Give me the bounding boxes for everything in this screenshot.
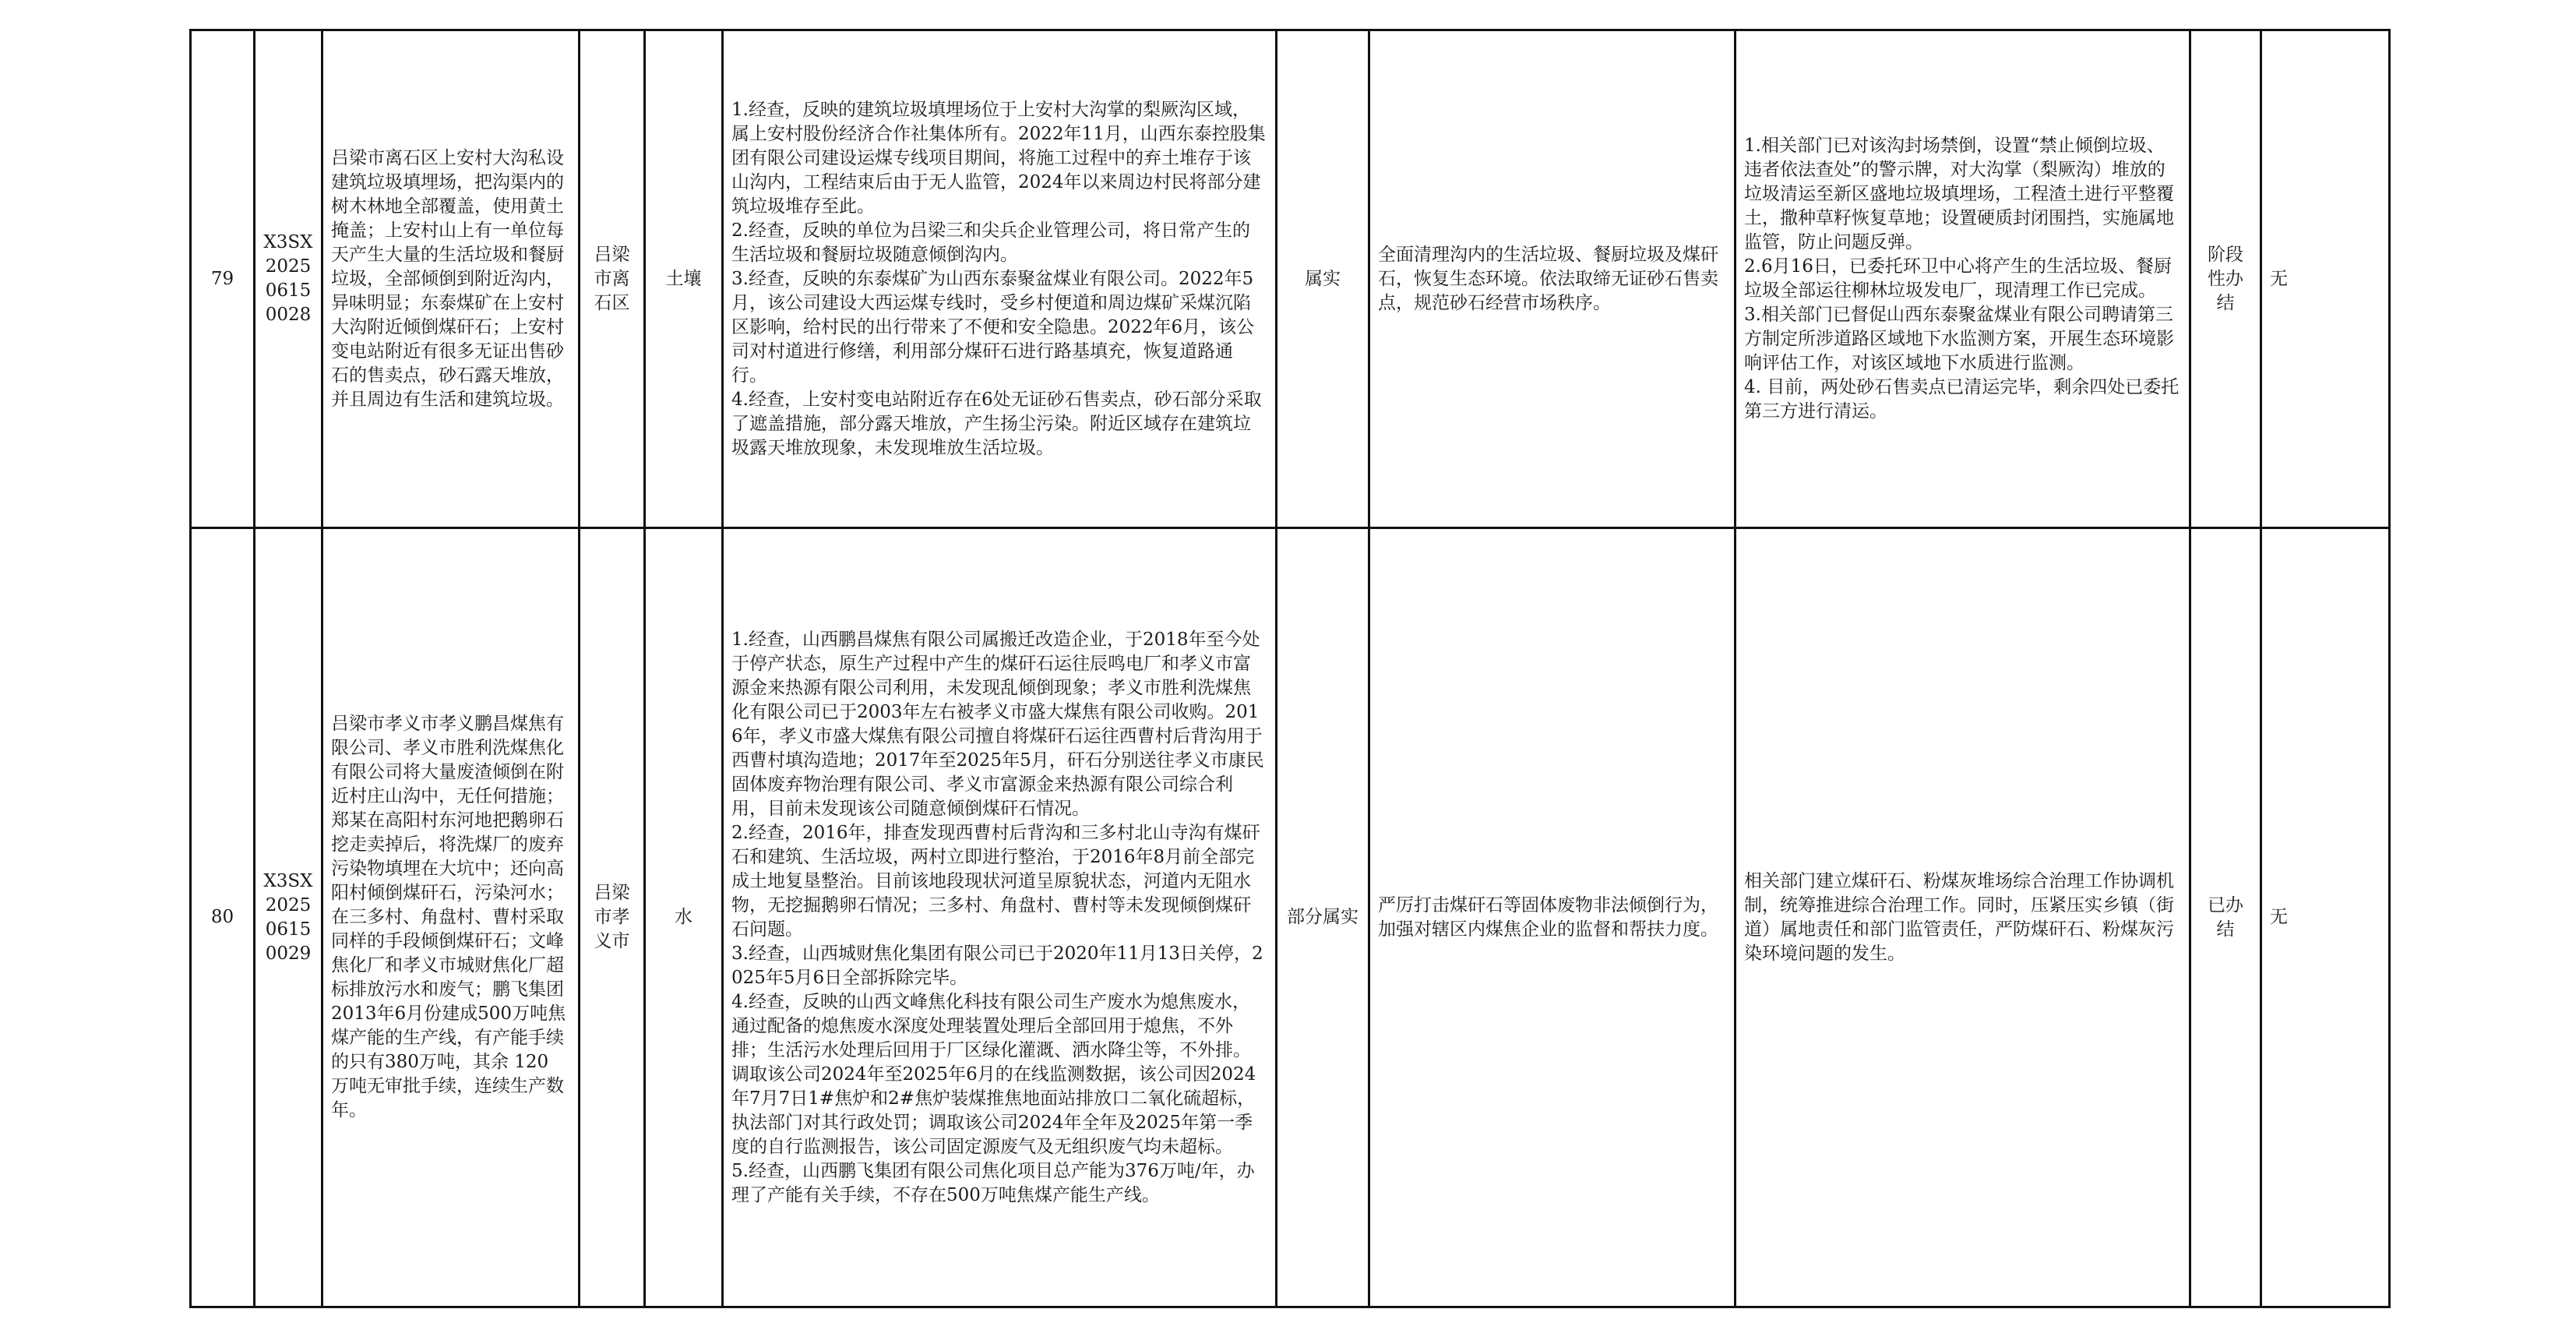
finding-paragraph: 2.经查，2016年，排查发现西曹村后背沟和三多村北山寺沟有煤矸石和建筑、生活垃圾，两村立即进行整治，于2016年8月前全部完成土地复垦整治。目前该地段现状河道呈原貌状态，河道内无阻水物，无挖掘鹅卵石情况；三多村、角盘村、曹村等未发现倾倒煤矸石问题。	[731, 822, 1260, 940]
complaint-content: 吕梁市离石区上安村大沟私设建筑垃圾填埋场，把沟渠内的树木林地全部覆盖，使用黄土掩盖；上安村山上有一单位每天产生大量的生活垃圾和餐厨垃圾，全部倾倒到附近沟内，异味明显；东泰煤矿在上安村大沟附近倾倒煤矸石；上安村变电站附近有很多无证出售砂石的售卖点，砂石露天堆放，并且周边有生活和建筑垃圾。	[322, 30, 580, 528]
completion-status: 已办结	[2190, 528, 2261, 1307]
case-code: X3SX202506150028	[255, 30, 322, 528]
table-row	[191, 528, 2390, 1307]
administrative-region: 吕梁市离石区	[580, 30, 645, 528]
administrative-region: 吕梁市孝义市	[580, 528, 645, 1307]
verification-result: 属实	[1277, 30, 1369, 528]
pollution-type: 土壤	[645, 30, 723, 528]
finding-paragraph: 4.经查，上安村变电站附近存在6处无证砂石售卖点，砂石部分采取了遮盖措施，部分露天堆放，产生扬尘污染。附近区域存在建筑垃圾露天堆放现象，未发现堆放生活垃圾。	[731, 389, 1262, 458]
rectification-paragraph: 3.相关部门已督促山西东泰聚盆煤业有限公司聘请第三方制定所涉道路区域地下水监测方案，开展生态环境影响评估工作，对该区域地下水质进行监测。	[1744, 305, 2174, 373]
finding-paragraph: 1.经查，山西鹏昌煤焦有限公司属搬迁改造企业，于2018年至今处于停产状态，原生产过程中产生的煤矸石运往辰鸣电厂和孝义市富源金来热源有限公司利用，未发现乱倾倒现象；孝义市胜利洗煤焦化有限公司已于2003年左右被孝义市盛大煤焦有限公司收购。2016年，孝义市盛大煤焦有限公司擅自将煤矸石运往西曹村后背沟用于西曹村填沟造地；2017年至2025年5月，矸石分别送往孝义市康民固体废弃物治理有限公司、孝义市富源金来热源有限公司综合利用，目前未发现该公司随意倾倒煤矸石情况。	[731, 629, 1264, 819]
finding-paragraph: 3.经查，反映的东泰煤矿为山西东泰聚盆煤业有限公司。2022年5月，该公司建设大西运煤专线时，受乡村便道和周边煤矿采煤沉陷区影响，给村民的出行带来了不便和安全隐患。2022年6月，该公司对村道进行修缮，利用部分煤矸石进行路基填充，恢复道路通行。	[731, 268, 1255, 386]
completion-status: 阶段性办结	[2190, 30, 2261, 528]
rectification-paragraph: 2.6月16日，已委托环卫中心将产生的生活垃圾、餐厨垃圾全部运往柳林垃圾发电厂，现清理工作已完成。	[1744, 256, 2172, 301]
investigation-findings	[723, 528, 1277, 1307]
investigation-findings	[723, 30, 1277, 528]
finding-paragraph: 1.经查，反映的建筑垃圾填埋场位于上安村大沟掌的梨厥沟区域，属上安村股份经济合作社集体所有。2022年11月，山西东泰控股集团有限公司建设运煤专线项目期间，将施工过程中的弃土堆存于该山沟内，工程结束后由于无人监管，2024年以来周边村民将部分建筑垃圾堆存至此。	[731, 99, 1266, 217]
handling-requirement: 严厉打击煤矸石等固体废物非法倾倒行为，加强对辖区内煤焦企业的监督和帮扶力度。	[1369, 528, 1736, 1307]
pollution-type: 水	[645, 528, 723, 1307]
case-table	[189, 29, 2391, 1308]
finding-paragraph: 2.经查，反映的单位为吕梁三和尖兵企业管理公司，将日常产生的生活垃圾和餐厨垃圾随意倾倒沟内。	[731, 220, 1250, 265]
verification-result: 部分属实	[1277, 528, 1369, 1307]
rectification-paragraph: 4. 目前，两处砂石售卖点已清运完毕，剩余四处已委托第三方进行清运。	[1744, 377, 2180, 422]
case-number: 79	[191, 30, 255, 528]
rectification-paragraph: 1.相关部门已对该沟封场禁倒，设置“禁止倾倒垃圾、违者依法查处”的警示牌，对大沟掌（梨厥沟）堆放的垃圾清运至新区盛地垃圾填埋场，工程渣土进行平整覆土，撒种草籽恢复草地；设置硬质封闭围挡，实施属地监管，防止问题反弹。	[1744, 136, 2174, 252]
finding-paragraph: 4.经查，反映的山西文峰焦化科技有限公司生产废水为熄焦废水，通过配备的熄焦废水深度处理装置处理后全部回用于熄焦，不外排；生活污水处理后回用于厂区绿化灌溉、洒水降尘等，不外排。调取该公司2024年至2025年6月的在线监测数据，该公司因2024年7月7日1#焦炉和2#焦炉装煤推焦地面站排放口二氧化硫超标，执法部门对其行政处罚；调取该公司2024年全年及2025年第一季度的自行监测报告，该公司固定源废气及无组织废气均未超标。	[731, 991, 1256, 1157]
rectification-status	[1736, 30, 2190, 528]
finding-paragraph: 3.经查，山西城财焦化集团有限公司已于2020年11月13日关停，2025年5月6日全部拆除完毕。	[731, 943, 1263, 988]
rectification-paragraph: 相关部门建立煤矸石、粉煤灰堆场综合治理工作协调机制，统筹推进综合治理工作。同时，压紧压实乡镇（街道）属地责任和部门监管责任，严防煤矸石、粉煤灰污染环境问题的发生。	[1744, 870, 2174, 964]
case-number: 80	[191, 528, 255, 1307]
handling-requirement: 全面清理沟内的生活垃圾、餐厨垃圾及煤矸石，恢复生态环境。依法取缔无证砂石售卖点，规范砂石经营市场秩序。	[1369, 30, 1736, 528]
rectification-status	[1736, 528, 2190, 1307]
finding-paragraph: 5.经查，山西鹏飞集团有限公司焦化项目总产能为376万吨/年，办理了产能有关手续，不存在500万吨焦煤产能生产线。	[731, 1160, 1255, 1205]
accountability: 无	[2261, 528, 2390, 1307]
complaint-content: 吕梁市孝义市孝义鹏昌煤焦有限公司、孝义市胜利洗煤焦化有限公司将大量废渣倾倒在附近村庄山沟中，无任何措施；郑某在高阳村东河地把鹅卵石挖走卖掉后，将洗煤厂的废弃污染物填埋在大坑中；还向高阳村倾倒煤矸石，污染河水；在三多村、角盘村、曹村采取同样的手段倾倒煤矸石；文峰焦化厂和孝义市城财焦化厂超标排放污水和废气；鹏飞集团2013年6月份建成500万吨焦煤产能的生产线，有产能手续的只有380万吨，其余 120 万吨无审批手续，连续生产数年。	[322, 528, 580, 1307]
table-row	[191, 30, 2390, 528]
accountability: 无	[2261, 30, 2390, 528]
case-code: X3SX202506150029	[255, 528, 322, 1307]
